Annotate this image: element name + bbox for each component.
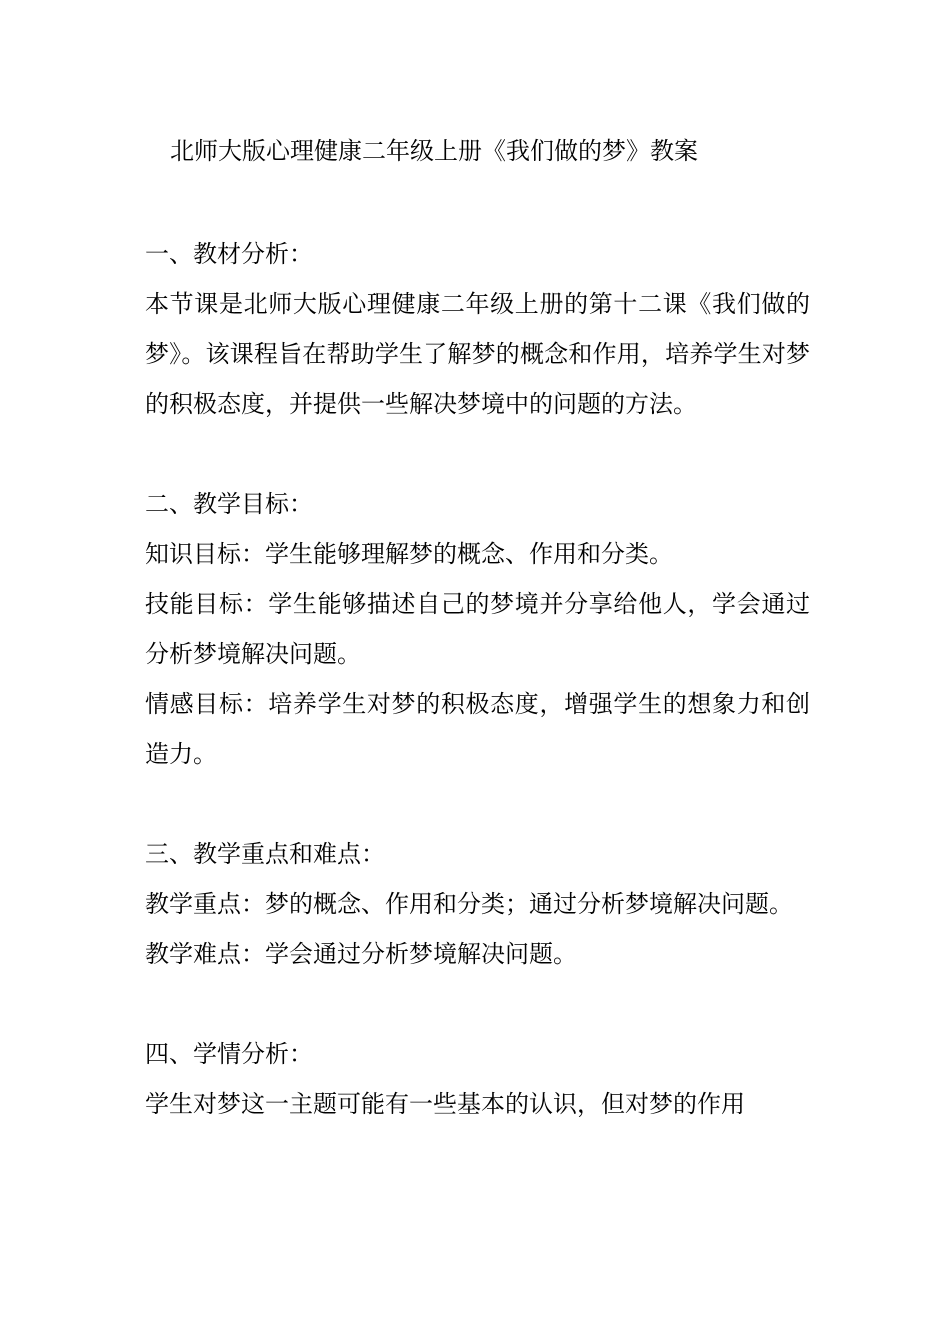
- section-heading: 二、教学目标：: [145, 490, 313, 518]
- paragraph: 技能目标：学生能够描述自己的梦境并分享给他人，学会通过分析梦境解决问题。: [145, 590, 810, 668]
- document-body: [145, 229, 810, 1129]
- paragraph: 教学重点：梦的概念、作用和分类；通过分析梦境解决问题。: [145, 890, 793, 918]
- paragraph: 情感目标：培养学生对梦的积极态度，增强学生的想象力和创造力。: [145, 690, 810, 768]
- section-heading: 三、教学重点和难点：: [145, 840, 385, 868]
- section-spacer: [145, 779, 810, 829]
- section-heading: 一、教材分析：: [145, 240, 313, 268]
- section-student-analysis: [145, 1029, 810, 1129]
- section-textbook-analysis: [145, 229, 810, 429]
- section-spacer: [145, 429, 810, 479]
- section-heading: 四、学情分析：: [145, 1040, 313, 1068]
- paragraph: 知识目标：学生能够理解梦的概念、作用和分类。: [145, 540, 673, 568]
- paragraph: 本节课是北师大版心理健康二年级上册的第十二课《我们做的梦》。该课程旨在帮助学生了解梦的概念和作用，培养学生对梦的积极态度，并提供一些解决梦境中的问题的方法。: [145, 290, 810, 418]
- paragraph: 教学难点：学会通过分析梦境解决问题。: [145, 940, 577, 968]
- section-key-points: [145, 829, 810, 979]
- section-teaching-goals: [145, 479, 810, 779]
- paragraph: 学生对梦这一主题可能有一些基本的认识，但对梦的作用: [145, 1090, 745, 1118]
- document-title: 北师大版心理健康二年级上册《我们做的梦》教案: [170, 137, 698, 165]
- section-spacer: [145, 979, 810, 1029]
